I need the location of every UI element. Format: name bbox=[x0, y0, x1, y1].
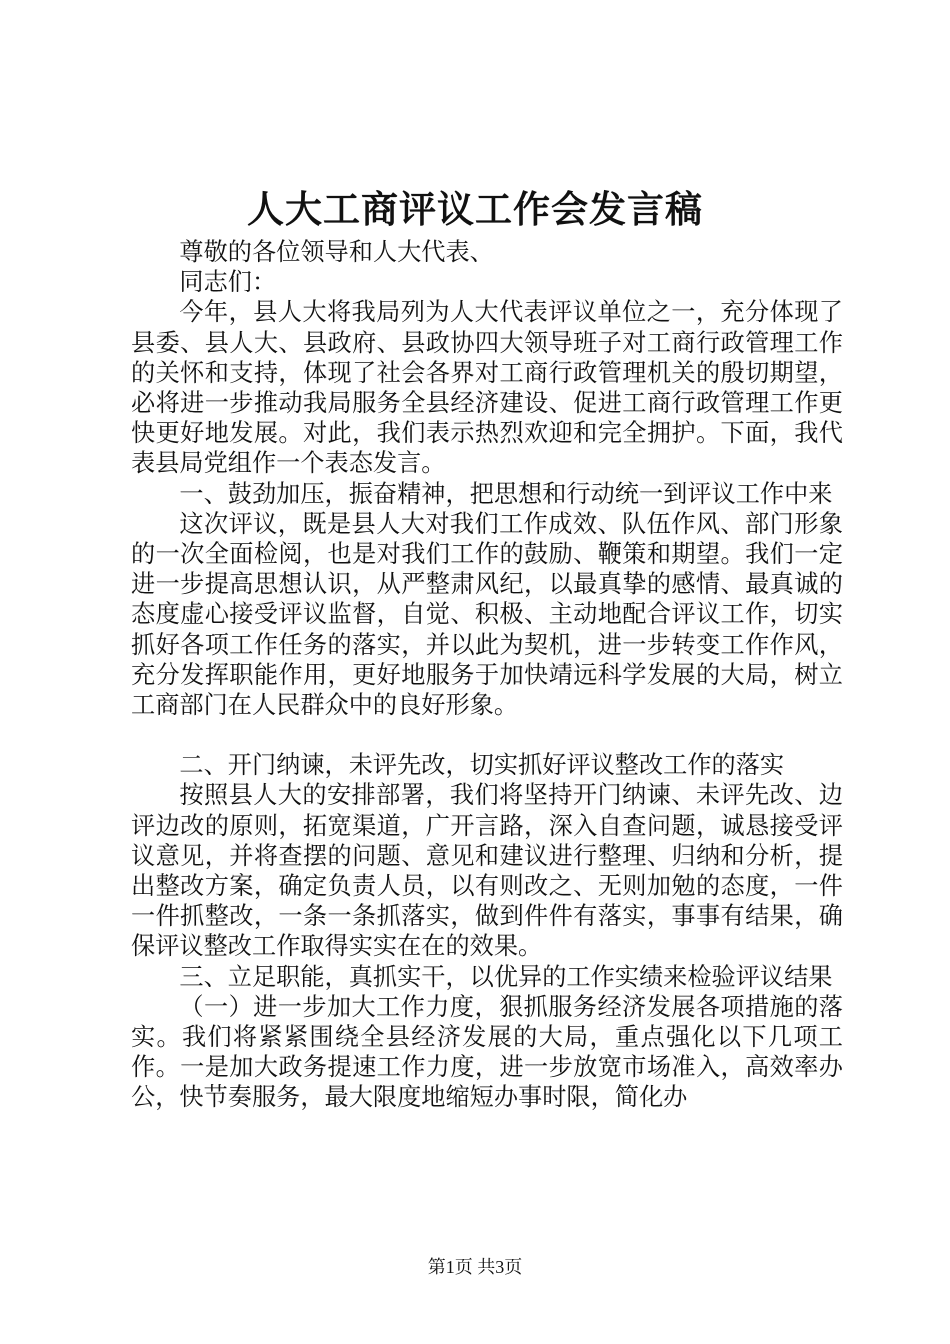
section-1-paragraph: 这次评议，既是县人大对我们工作成效、队伍作风、部门形象的一次全面检阅，也是对我们工作的鼓励、鞭策和期望。我们一定进一步提高思想认识，从严整肃风纪，以最真挚的感情、最真诚的态度虚心接受评议监督，自觉、积极、主动地配合评议工作，切实抓好各项工作任务的落实，并以此为契机，进一步转变工作作风，充分发挥职能作用，更好地服务于加快靖远科学发展的大局，树立工商部门在人民群众中的良好形象。 bbox=[131, 509, 843, 720]
section-3-paragraph: （一）进一步加大工作力度，狠抓服务经济发展各项措施的落实。我们将紧紧围绕全县经济发展的大局，重点强化以下几项工作。一是加大政务提速工作力度，进一步放宽市场准入，高效率办公，快节奏服务，最大限度地缩短办事时限，简化办 bbox=[131, 992, 843, 1112]
section-heading-2: 二、开门纳谏，未评先改，切实抓好评议整改工作的落实 bbox=[179, 751, 785, 780]
document-title: 人大工商评议工作会发言稿 bbox=[247, 187, 703, 231]
document-body bbox=[131, 237, 843, 1113]
page-number-footer: 第1页 共3页 bbox=[427, 1257, 523, 1277]
salutation-line-1: 尊敬的各位领导和人大代表、 bbox=[179, 238, 494, 266]
section-heading-3: 三、立足职能，真抓实干，以优异的工作实绩来检验评议结果 bbox=[179, 962, 833, 991]
section-heading-1: 一、鼓劲加压，振奋精神，把思想和行动统一到评议工作中来 bbox=[179, 479, 833, 508]
section-2-paragraph: 按照县人大的安排部署，我们将坚持开门纳谏、未评先改、边评边改的原则，拓宽渠道，广开言路，深入自查问题，诚恳接受评议意见，并将查摆的问题、意见和建议进行整理、归纳和分析，提出整改方案，确定负责人员，以有则改之、无则加勉的态度，一件一件抓整改，一条一条抓落实，做到件件有落实，事事有结果，确保评议整改工作取得实实在在的效果。 bbox=[131, 781, 843, 961]
intro-paragraph: 今年，县人大将我局列为人大代表评议单位之一，充分体现了县委、县人大、县政府、县政协四大领导班子对工商行政管理工作的关怀和支持，体现了社会各界对工商行政管理机关的殷切期望，必将进一步推动我局服务全县经济建设、促进工商行政管理工作更快更好地发展。对此，我们表示热烈欢迎和完全拥护。下面，我代表县局党组作一个表态发言。 bbox=[131, 298, 843, 478]
salutation-line-2: 同志们： bbox=[179, 268, 277, 297]
